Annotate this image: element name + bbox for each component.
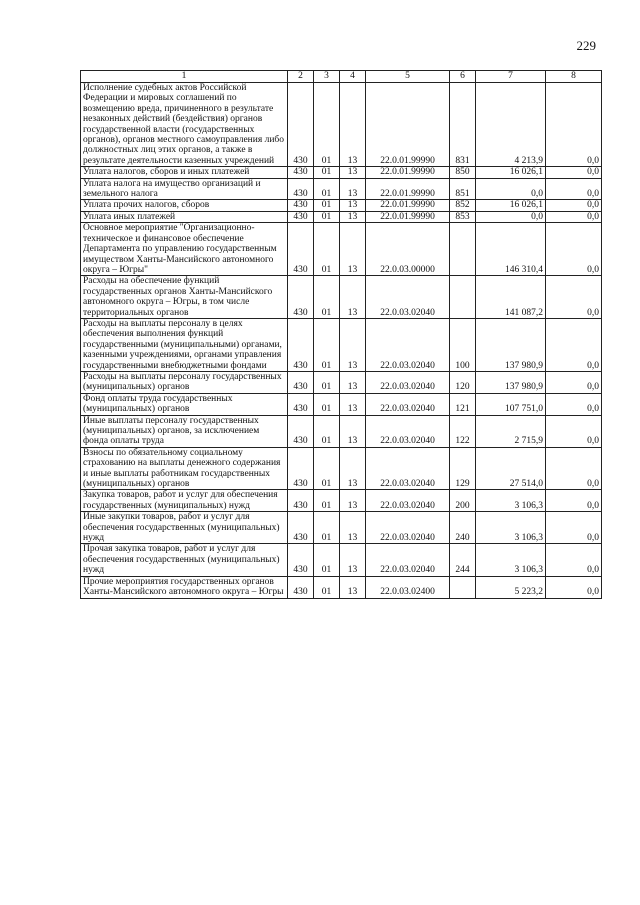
cell-ved: 430 — [288, 544, 314, 576]
cell-pr: 13 — [340, 544, 366, 576]
row-name: Иные закупки товаров, работ и услуг для обеспечения государственных (муниципальных) нужд — [81, 512, 288, 544]
table-row — [81, 318, 602, 371]
cell-ved: 430 — [288, 211, 314, 222]
cell-vr — [450, 276, 476, 319]
cell-pr: 13 — [340, 512, 366, 544]
row-name: Уплата налога на имущество организаций и земельного налога — [81, 178, 288, 200]
cell-sum: 3 106,3 — [476, 512, 546, 544]
cell-vr: 129 — [450, 447, 476, 490]
cell-rz: 01 — [314, 167, 340, 178]
row-name: Прочая закупка товаров, работ и услуг для обеспечения государственных (муниципальных) нужд — [81, 544, 288, 576]
cell-sum-2: 0,0 — [546, 576, 602, 598]
cell-sum-2: 0,0 — [546, 393, 602, 415]
cell-ved: 430 — [288, 318, 314, 371]
cell-sum: 16 026,1 — [476, 200, 546, 211]
cell-pr: 13 — [340, 211, 366, 222]
cell-rz: 01 — [314, 318, 340, 371]
cell-ved: 430 — [288, 447, 314, 490]
cell-pr: 13 — [340, 371, 366, 393]
row-name: Расходы на обеспечение функций государственных органов Ханты-Мансийского автономного округа – Югры, в том числе территориальных органов — [81, 276, 288, 319]
cell-sum-2: 0,0 — [546, 512, 602, 544]
cell-vr: 122 — [450, 415, 476, 447]
cell-vr: 244 — [450, 544, 476, 576]
cell-pr: 13 — [340, 415, 366, 447]
cell-rz: 01 — [314, 447, 340, 490]
cell-rz: 01 — [314, 415, 340, 447]
table-row — [81, 576, 602, 598]
cell-csr: 22.0.01.99990 — [366, 167, 450, 178]
row-name: Уплата иных платежей — [81, 211, 288, 222]
column-header: 4 — [340, 71, 366, 83]
cell-ved: 430 — [288, 167, 314, 178]
cell-vr: 850 — [450, 167, 476, 178]
cell-rz: 01 — [314, 544, 340, 576]
cell-csr: 22.0.03.02040 — [366, 415, 450, 447]
cell-vr: 100 — [450, 318, 476, 371]
column-header: 2 — [288, 71, 314, 83]
cell-pr: 13 — [340, 318, 366, 371]
cell-csr: 22.0.03.00000 — [366, 223, 450, 276]
row-name: Уплата прочих налогов, сборов — [81, 200, 288, 211]
cell-sum: 0,0 — [476, 178, 546, 200]
cell-csr: 22.0.01.99990 — [366, 200, 450, 211]
cell-csr: 22.0.03.02040 — [366, 393, 450, 415]
cell-vr: 120 — [450, 371, 476, 393]
table-body — [81, 83, 602, 599]
row-name: Расходы на выплаты персоналу в целях обеспечения выполнения функций государственными (муниципальными) органами, казенными учреждениями, органами управления государственными внебюджетными фондами — [81, 318, 288, 371]
table-row — [81, 393, 602, 415]
row-name: Взносы по обязательному социальному страхованию на выплаты денежного содержания и иные выплаты работникам государственных (муниципальных) органов — [81, 447, 288, 490]
cell-sum: 3 106,3 — [476, 544, 546, 576]
cell-ved: 430 — [288, 490, 314, 512]
cell-pr: 13 — [340, 178, 366, 200]
row-name: Исполнение судебных актов Российской Федерации и мировых соглашений по возмещению вреда, причиненного в результате незаконных действий (бездействия) органов государственной власти (государственных органов), органов местного самоуправления либо должностных лиц этих органов, а также в результате деятельности казенных учреждений — [81, 83, 288, 167]
cell-rz: 01 — [314, 178, 340, 200]
cell-rz: 01 — [314, 276, 340, 319]
column-header: 3 — [314, 71, 340, 83]
cell-csr: 22.0.01.99990 — [366, 83, 450, 167]
cell-sum-2: 0,0 — [546, 544, 602, 576]
page-number: 229 — [576, 38, 596, 53]
table-row — [81, 490, 602, 512]
cell-pr: 13 — [340, 83, 366, 167]
cell-pr: 13 — [340, 276, 366, 319]
row-name: Прочие мероприятия государственных органов Ханты-Мансийского автономного округа – Югры — [81, 576, 288, 598]
cell-csr: 22.0.03.02040 — [366, 544, 450, 576]
cell-csr: 22.0.03.02400 — [366, 576, 450, 598]
cell-ved: 430 — [288, 276, 314, 319]
cell-ved: 430 — [288, 576, 314, 598]
cell-ved: 430 — [288, 393, 314, 415]
cell-rz: 01 — [314, 211, 340, 222]
cell-rz: 01 — [314, 223, 340, 276]
table-row — [81, 276, 602, 319]
row-name: Закупка товаров, работ и услуг для обеспечения государственных (муниципальных) нужд — [81, 490, 288, 512]
cell-sum-2: 0,0 — [546, 223, 602, 276]
cell-rz: 01 — [314, 200, 340, 211]
cell-pr: 13 — [340, 447, 366, 490]
cell-sum-2: 0,0 — [546, 447, 602, 490]
table-row — [81, 178, 602, 200]
cell-pr: 13 — [340, 223, 366, 276]
column-header: 6 — [450, 71, 476, 83]
cell-pr: 13 — [340, 393, 366, 415]
cell-ved: 430 — [288, 415, 314, 447]
cell-rz: 01 — [314, 371, 340, 393]
table-row — [81, 447, 602, 490]
cell-ved: 430 — [288, 512, 314, 544]
cell-csr: 22.0.03.02040 — [366, 490, 450, 512]
column-header: 1 — [81, 71, 288, 83]
cell-vr: 852 — [450, 200, 476, 211]
cell-sum: 141 087,2 — [476, 276, 546, 319]
cell-vr: 853 — [450, 211, 476, 222]
cell-sum: 0,0 — [476, 211, 546, 222]
cell-csr: 22.0.03.02040 — [366, 371, 450, 393]
cell-sum-2: 0,0 — [546, 200, 602, 211]
cell-vr: 200 — [450, 490, 476, 512]
cell-sum: 146 310,4 — [476, 223, 546, 276]
cell-sum: 137 980,9 — [476, 371, 546, 393]
cell-sum-2: 0,0 — [546, 178, 602, 200]
cell-sum-2: 0,0 — [546, 415, 602, 447]
table-row — [81, 167, 602, 178]
cell-ved: 430 — [288, 223, 314, 276]
column-header: 8 — [546, 71, 602, 83]
cell-sum-2: 0,0 — [546, 167, 602, 178]
column-header: 5 — [366, 71, 450, 83]
cell-rz: 01 — [314, 83, 340, 167]
cell-rz: 01 — [314, 393, 340, 415]
row-name: Уплата налогов, сборов и иных платежей — [81, 167, 288, 178]
cell-vr: 240 — [450, 512, 476, 544]
row-name: Фонд оплаты труда государственных (муниципальных) органов — [81, 393, 288, 415]
cell-sum-2: 0,0 — [546, 83, 602, 167]
cell-sum-2: 0,0 — [546, 318, 602, 371]
cell-vr: 831 — [450, 83, 476, 167]
cell-sum: 16 026,1 — [476, 167, 546, 178]
cell-sum-2: 0,0 — [546, 371, 602, 393]
cell-sum: 27 514,0 — [476, 447, 546, 490]
table-row — [81, 512, 602, 544]
cell-pr: 13 — [340, 167, 366, 178]
cell-vr — [450, 576, 476, 598]
table-row — [81, 415, 602, 447]
cell-vr: 851 — [450, 178, 476, 200]
cell-sum-2: 0,0 — [546, 276, 602, 319]
cell-pr: 13 — [340, 576, 366, 598]
cell-pr: 13 — [340, 200, 366, 211]
table-row — [81, 544, 602, 576]
cell-sum: 5 223,2 — [476, 576, 546, 598]
table-row — [81, 211, 602, 222]
row-name: Иные выплаты персоналу государственных (муниципальных) органов, за исключением фонда оплаты труда — [81, 415, 288, 447]
cell-ved: 430 — [288, 178, 314, 200]
table-row — [81, 200, 602, 211]
cell-vr: 121 — [450, 393, 476, 415]
cell-sum: 3 106,3 — [476, 490, 546, 512]
cell-sum-2: 0,0 — [546, 211, 602, 222]
cell-rz: 01 — [314, 490, 340, 512]
column-header: 7 — [476, 71, 546, 83]
cell-sum: 107 751,0 — [476, 393, 546, 415]
cell-csr: 22.0.03.02040 — [366, 447, 450, 490]
cell-csr: 22.0.03.02040 — [366, 276, 450, 319]
cell-sum: 2 715,9 — [476, 415, 546, 447]
cell-csr: 22.0.03.02040 — [366, 512, 450, 544]
cell-csr: 22.0.01.99990 — [366, 178, 450, 200]
cell-vr — [450, 223, 476, 276]
table-row — [81, 371, 602, 393]
budget-table — [80, 70, 602, 599]
cell-sum: 4 213,9 — [476, 83, 546, 167]
table-row — [81, 83, 602, 167]
cell-sum-2: 0,0 — [546, 490, 602, 512]
cell-csr: 22.0.03.02040 — [366, 318, 450, 371]
header-row — [81, 71, 602, 83]
table-row — [81, 223, 602, 276]
cell-ved: 430 — [288, 371, 314, 393]
cell-ved: 430 — [288, 200, 314, 211]
cell-csr: 22.0.01.99990 — [366, 211, 450, 222]
row-name: Расходы на выплаты персоналу государственных (муниципальных) органов — [81, 371, 288, 393]
cell-pr: 13 — [340, 490, 366, 512]
cell-sum: 137 980,9 — [476, 318, 546, 371]
row-name: Основное мероприятие "Организационно-техническое и финансовое обеспечение Департамента по управлению государственным имуществом Ханты-Мансийского автономного округа – Югры" — [81, 223, 288, 276]
cell-rz: 01 — [314, 576, 340, 598]
cell-rz: 01 — [314, 512, 340, 544]
cell-ved: 430 — [288, 83, 314, 167]
